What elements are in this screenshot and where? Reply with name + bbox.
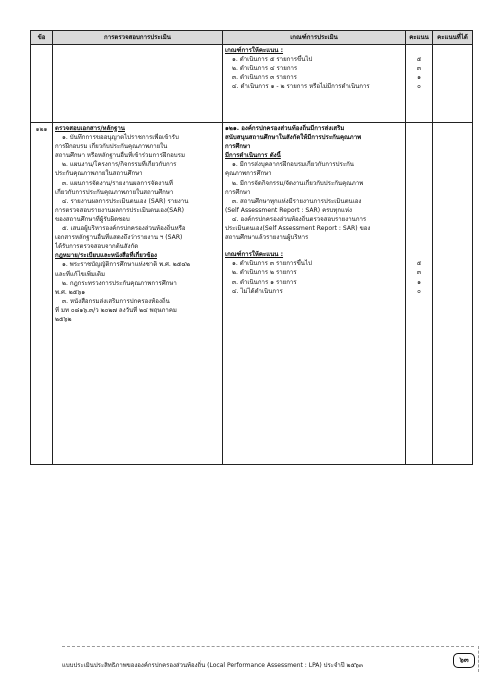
text-line: ๒. ดำเนินการ ๒ รายการ bbox=[232, 269, 297, 277]
text-line: ๑๒๑. องค์กรปกครองส่วนท้องถิ่นมีการส่งเสริม bbox=[225, 125, 345, 132]
score-value: ๓ bbox=[416, 269, 422, 277]
text-line: ๔. ดำเนินการ ๑ - ๒ รายการ หรือไม่มีการดำเนินการ bbox=[232, 83, 370, 91]
text-line: ได้รับการตรวจสอบจากต้นสังกัด bbox=[55, 243, 139, 251]
score-value: ๐ bbox=[417, 287, 421, 295]
page-number: ๖๓ bbox=[453, 653, 475, 668]
table-row bbox=[31, 123, 473, 465]
header-criteria: เกณฑ์การประเมิน bbox=[223, 31, 406, 45]
score-value bbox=[408, 242, 430, 250]
footer-title: แบบประเมินประสิทธิภาพขององค์กรปกครองส่วนท้องถิ่น (Local Performance Assessment : LPA) ประจำปี ๒๕๖๓ bbox=[62, 662, 363, 669]
text-line: ประกันคุณภาพภายในสถานศึกษา bbox=[55, 170, 143, 178]
score-value: ๑ bbox=[417, 278, 421, 286]
text-line: สถานศึกษาแล้วรายงานผู้บริหาร bbox=[225, 234, 309, 242]
text-line: ประเมินตนเอง(Self Assessment Report : SAR) ของ bbox=[225, 225, 371, 233]
text-line: (Self Assessment Report : SAR) ครบทุกแห่ง bbox=[225, 206, 352, 214]
text-line: ๓. หนังสือกรมส่งเสริมการปกครองท้องถิ่น bbox=[62, 297, 170, 305]
cell-no bbox=[31, 45, 53, 123]
text-line: ๔. ไม่ได้ดำเนินการ bbox=[232, 287, 283, 295]
text-line: การศึกษา bbox=[225, 143, 251, 151]
score-value: ๐ bbox=[417, 83, 421, 91]
footer-divider bbox=[62, 646, 474, 647]
text-line: ๓. ดำเนินการ ๓ รายการ bbox=[232, 74, 297, 82]
cell-obtained bbox=[433, 123, 473, 465]
section-heading: เกณฑ์การให้คะแนน : bbox=[225, 47, 284, 54]
text-line: ๔. องค์กรปกครองส่วนท้องถิ่นตรวจสอบรายงานการ bbox=[232, 215, 367, 223]
text-line: ๕. เสนอผู้บริหารองค์กรปกครองส่วนท้องถิ่นหรือ bbox=[62, 225, 186, 233]
score-value bbox=[408, 233, 430, 242]
text-line: ที่ มท ๐๘๑๖.๓/ว ๒๐๒๗ ลงวันที่ ๒๔ พฤษภาคม bbox=[55, 306, 177, 314]
text-line: ๓. ดำเนินการ ๑ รายการ bbox=[232, 278, 297, 286]
text-line: การฝึกอบรม เกี่ยวกับประกันคุณภาพภายใน bbox=[55, 143, 168, 151]
assessment-sheet bbox=[30, 30, 472, 465]
score-value bbox=[408, 169, 430, 178]
text-line: ๒. ดำเนินการ ๔ รายการ bbox=[232, 65, 298, 73]
text-line: ๑. ดำเนินการ ๕ รายการขึ้นไป bbox=[232, 56, 313, 64]
text-line: ๔. รายงานผลการประเมินตนเอง (SAR) รายงาน bbox=[62, 197, 189, 205]
cell-no: ๑๒๑ bbox=[31, 123, 53, 465]
score-value: ๕ bbox=[416, 260, 422, 268]
text-line: ๑. บันทึกการขออนุญาตไปราชการเพื่อเข้ารับ bbox=[62, 134, 179, 142]
score-value bbox=[408, 250, 430, 259]
text-line: ๓. แผนการจัดงาน/รายงานผลการจัดงานที่ bbox=[62, 179, 173, 187]
text-line: เอกสารหลักฐานอื่นที่แสดงถึงว่ารายงาน ฯ (SAR) bbox=[55, 234, 183, 242]
cell-items bbox=[53, 45, 223, 123]
table-header-row bbox=[31, 31, 473, 45]
header-obtained: คะแนนที่ได้ bbox=[433, 31, 473, 45]
score-value bbox=[408, 206, 430, 215]
score-value bbox=[408, 151, 430, 160]
score-value: ๓ bbox=[416, 65, 422, 73]
score-value bbox=[408, 224, 430, 233]
text-line: ๓. สถานศึกษาทุกแห่งมีรายงานการประเมินตนเอง bbox=[232, 197, 362, 205]
text-line: ๒. มีการจัดกิจกรรม/จัดงานเกี่ยวกับประกันคุณภาพ bbox=[232, 179, 364, 187]
header-no: ข้อ bbox=[31, 31, 53, 45]
text-line: การศึกษา bbox=[225, 188, 251, 196]
text-line: ๒. กฎกระทรวงการประกันคุณภาพการศึกษา bbox=[62, 279, 177, 287]
table-row bbox=[31, 45, 473, 123]
cell-obtained bbox=[433, 45, 473, 123]
cell-score bbox=[406, 45, 433, 123]
score-value bbox=[408, 124, 430, 133]
text-line: และที่แก้ไขเพิ่มเติม bbox=[55, 270, 105, 278]
section-heading: กฎหมาย/ระเบียบและหนังสือที่เกี่ยวข้อง bbox=[55, 252, 158, 260]
score-value bbox=[408, 160, 430, 169]
section-heading: เกณฑ์การให้คะแนน : bbox=[225, 251, 284, 259]
text-line: ๑. มีการส่งบุคลากรฝึกอบรมเกี่ยวกับการประกัน bbox=[232, 161, 354, 169]
cell-criteria bbox=[223, 45, 406, 123]
assessment-table bbox=[30, 30, 473, 465]
section-heading: มีการดำเนินการ ดังนี้ bbox=[225, 152, 281, 160]
text-line: เกี่ยวกับการประกันคุณภาพภายในสถานศึกษา bbox=[55, 188, 174, 196]
text-line: ๒. แผนงาน/โครงการ/กิจกรรมที่เกี่ยวกับการ bbox=[62, 161, 177, 169]
score-value bbox=[408, 179, 430, 188]
text-line: ๑. ดำเนินการ ๓ รายการขึ้นไป bbox=[232, 260, 312, 268]
score-value bbox=[408, 188, 430, 197]
score-value: ๑ bbox=[417, 74, 421, 82]
spacer bbox=[225, 242, 403, 250]
section-heading: ตรวจสอบเอกสาร/หลักฐาน bbox=[55, 125, 125, 132]
text-line: การตรวจสอบรายงานผลการประเมินตนเอง(SAR) bbox=[55, 206, 185, 214]
cell-items bbox=[53, 123, 223, 465]
header-score: คะแนน bbox=[406, 31, 433, 45]
score-value: ๕ bbox=[416, 56, 422, 64]
text-line: คุณภาพการศึกษา bbox=[225, 170, 272, 178]
text-line: ของสถานศึกษาที่ผู้รับผิดชอบ bbox=[55, 215, 130, 223]
footer-divider-vertical bbox=[478, 646, 479, 672]
header-items: การตรวจสอบการประเมิน bbox=[53, 31, 223, 45]
score-value bbox=[408, 215, 430, 224]
score-value bbox=[408, 133, 430, 142]
text-line: พ.ศ. ๒๕๖๑ bbox=[55, 288, 86, 296]
score-value bbox=[408, 197, 430, 206]
cell-criteria bbox=[223, 123, 406, 465]
text-line: สถานศึกษา หรือหลักฐานอื่นที่เข้าร่วมการฝึกอบรม bbox=[55, 152, 185, 160]
text-line: ๑. พระราชบัญญัติการศึกษาแห่งชาติ พ.ศ. ๒๕๔๒ bbox=[62, 261, 191, 269]
text-line: ๒๕๖๒ bbox=[55, 315, 72, 323]
cell-score bbox=[406, 123, 433, 465]
score-value bbox=[408, 46, 430, 55]
page-footer bbox=[62, 646, 482, 676]
text-line: สนับสนุนสถานศึกษาในสังกัดให้มีการประกันคุณภาพ bbox=[225, 134, 362, 142]
score-value bbox=[408, 142, 430, 151]
